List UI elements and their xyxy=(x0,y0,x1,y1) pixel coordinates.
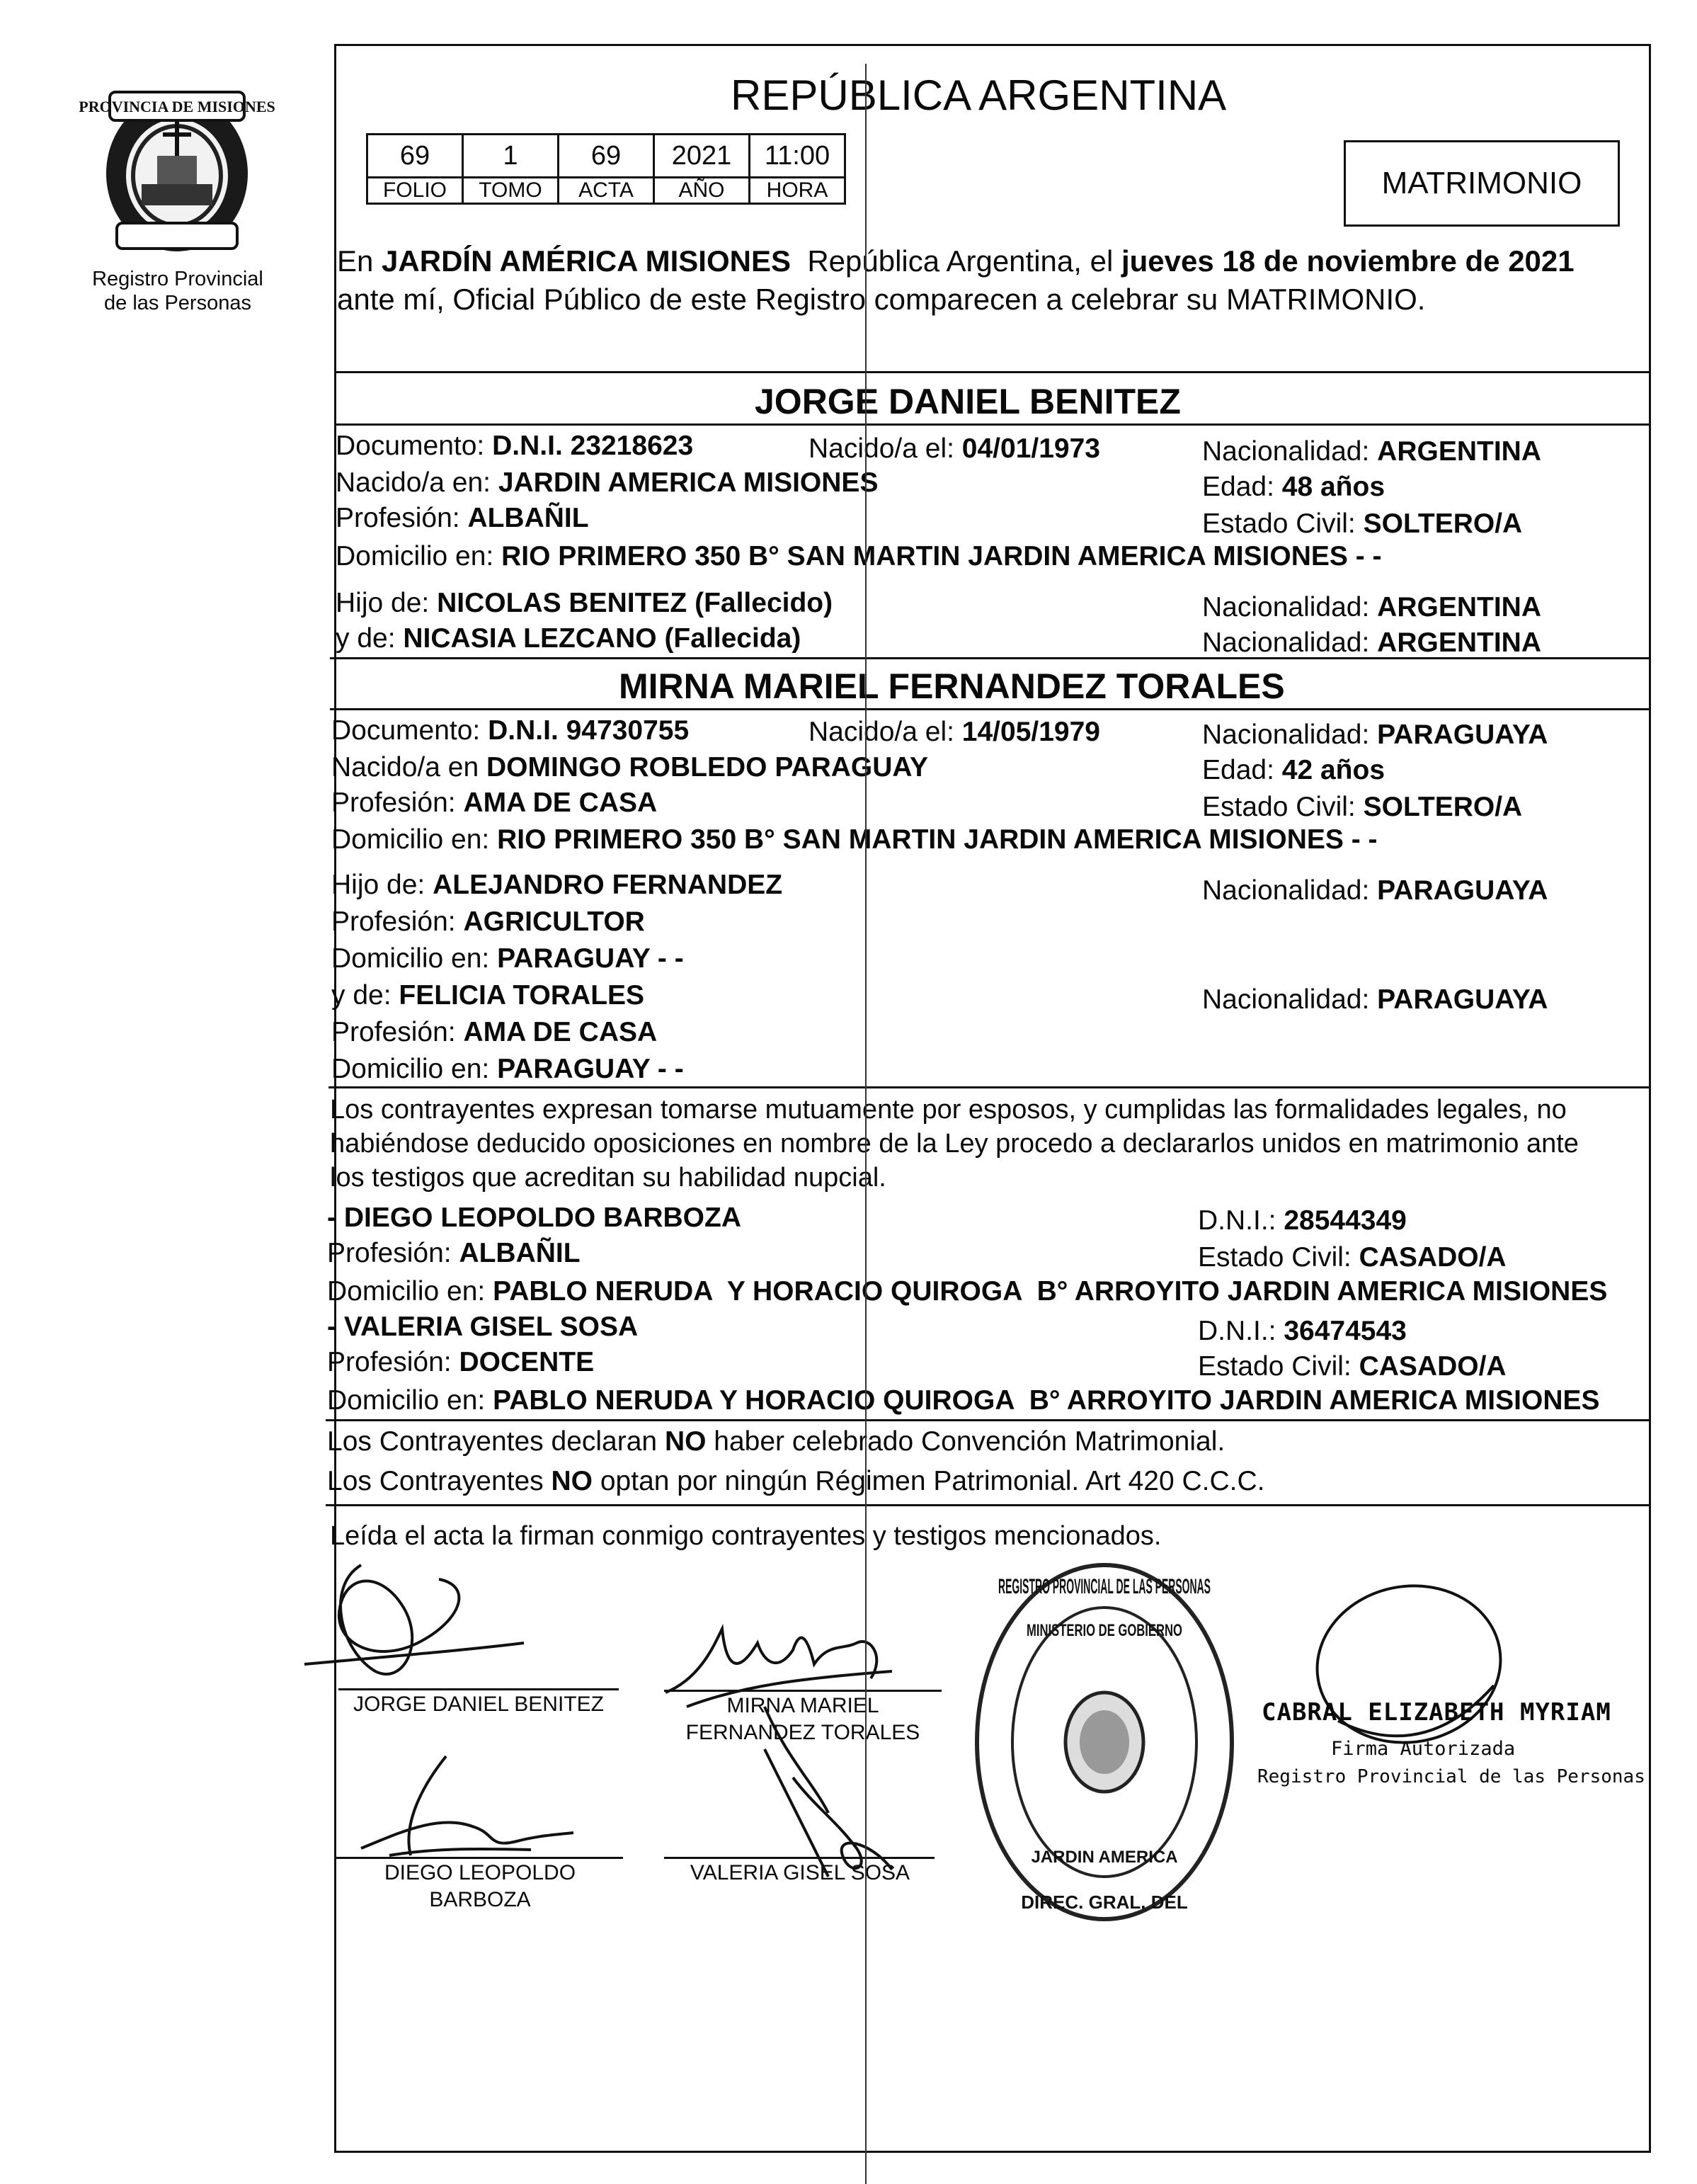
value: DOCENTE xyxy=(459,1347,595,1377)
label: Domicilio en: xyxy=(331,1054,498,1084)
label: Nacionalidad: xyxy=(1202,720,1378,750)
groom-signature-caption: JORGE DANIEL BENITEZ xyxy=(353,1693,604,1716)
bride-father-profession xyxy=(331,908,645,935)
bride-address xyxy=(331,826,1378,853)
value: ARGENTINA xyxy=(1377,627,1542,658)
witness2-name: - VALERIA GISEL SOSA xyxy=(327,1312,639,1342)
value: 14/05/1979 xyxy=(961,717,1100,747)
label: Nacionalidad: xyxy=(1202,627,1378,658)
label: Nacido/a en: xyxy=(336,467,498,498)
groom-father xyxy=(336,589,833,617)
intro-prefix: En xyxy=(337,244,382,278)
label: Profesión: xyxy=(336,503,468,533)
stamp-inner-bottom: JARDIN AMERICA xyxy=(1031,1848,1178,1867)
stamp-ring-bottom: DIREC. GRAL. DEL xyxy=(1021,1892,1188,1913)
value: PARAGUAYA xyxy=(1377,875,1548,906)
folio-value: 69 xyxy=(367,135,463,178)
divider xyxy=(330,657,1649,659)
bride-civil-status xyxy=(1202,793,1522,821)
value: ARGENTINA xyxy=(1377,592,1542,622)
intro-middle: República Argentina, el xyxy=(790,244,1121,278)
registry-caption-line1: Registro Provincial xyxy=(92,268,263,290)
label: Edad: xyxy=(1202,472,1282,502)
label: Nacionalidad: xyxy=(1202,984,1378,1015)
value: D.N.I. 94730755 xyxy=(488,715,690,746)
intro-date: jueves 18 de noviembre de 2021 xyxy=(1121,244,1575,278)
witness1-caption-line2: BARBOZA xyxy=(429,1888,531,1911)
divider xyxy=(334,423,1649,426)
value: FELICIA TORALES xyxy=(399,980,645,1011)
value: ALBAÑIL xyxy=(467,503,589,533)
anio-label: AÑO xyxy=(654,178,750,204)
label: Nacionalidad: xyxy=(1202,592,1378,622)
bride-caption-line2: FERNANDEZ TORALES xyxy=(685,1721,920,1744)
witness1-address xyxy=(327,1278,1607,1305)
text: optan por ningún Régimen Patrimonial. Art 420 C.C.C. xyxy=(593,1466,1265,1496)
official-role: Firma Autorizada xyxy=(1331,1738,1516,1760)
value: ALBAÑIL xyxy=(459,1238,581,1268)
hora-label: HORA xyxy=(750,178,845,204)
value: RIO PRIMERO 350 B° SAN MARTIN JARDIN AMERICA MISIONES - - xyxy=(501,541,1382,571)
intro-line2: ante mí, Oficial Público de este Registro comparecen a celebrar su MATRIMONIO. xyxy=(337,283,1426,316)
bride-document xyxy=(331,717,689,744)
bride-father-address xyxy=(331,945,684,972)
label: D.N.I.: xyxy=(1198,1205,1284,1236)
emphasis: NO xyxy=(551,1466,593,1496)
label: Estado Civil: xyxy=(1198,1351,1359,1382)
value: PARAGUAY - - xyxy=(497,1054,684,1084)
witness2-profession xyxy=(327,1348,594,1376)
bride-birth-place xyxy=(331,753,928,781)
divider xyxy=(326,1419,1649,1421)
registry-caption xyxy=(68,267,287,315)
value: RIO PRIMERO 350 B° SAN MARTIN JARDIN AMERICA MISIONES - - xyxy=(497,824,1378,855)
label: Profesión: xyxy=(331,1017,464,1047)
label: Profesión: xyxy=(327,1347,459,1377)
bride-mother-nationality xyxy=(1202,986,1548,1013)
label: Domicilio en: xyxy=(331,943,498,974)
label: Nacido/a en xyxy=(331,752,486,783)
label: Documento: xyxy=(336,431,493,461)
groom-birth-date xyxy=(808,435,1100,462)
bride-age xyxy=(1202,756,1385,784)
bride-profession xyxy=(331,789,657,817)
closing-statement: Leída el acta la firman conmigo contrayentes y testigos mencionados. xyxy=(330,1521,1162,1551)
hora-value: 11:00 xyxy=(750,135,845,178)
bride-name: MIRNA MARIEL FERNANDEZ TORALES xyxy=(619,666,1285,706)
value: NICOLAS BENITEZ (Fallecido) xyxy=(437,588,833,618)
bride-signature xyxy=(658,1600,956,1756)
groom-civil-status xyxy=(1202,510,1522,538)
label: D.N.I.: xyxy=(1198,1316,1284,1346)
label: Profesión: xyxy=(331,906,464,937)
declaration-line2: habiéndose deducido oposiciones en nombre de la Ley procedo a declararlos unidos en matrimonio ante xyxy=(330,1129,1579,1159)
value: AMA DE CASA xyxy=(463,787,658,818)
value: PARAGUAY - - xyxy=(497,943,684,974)
value: PARAGUAYA xyxy=(1377,984,1548,1015)
act-type-box: MATRIMONIO xyxy=(1344,140,1620,227)
official-name: CABRAL ELIZABETH MYRIAM xyxy=(1262,1698,1611,1727)
value: NICASIA LEZCANO (Fallecida) xyxy=(403,623,801,654)
label: Nacido/a el: xyxy=(808,433,962,464)
value: CASADO/A xyxy=(1359,1242,1507,1273)
declaration-line3: los testigos que acreditan su habilidad nupcial. xyxy=(330,1163,886,1193)
groom-address xyxy=(336,542,1382,570)
groom-age xyxy=(1202,473,1385,501)
label: Domicilio en: xyxy=(327,1385,493,1416)
seal-text: PROVINCIA DE MISIONES xyxy=(79,98,275,115)
label: Hijo de: xyxy=(331,870,433,900)
label: y de: xyxy=(331,980,399,1011)
witness1-profession xyxy=(327,1239,581,1267)
groom-mother-nationality xyxy=(1202,629,1541,656)
label: Domicilio en: xyxy=(331,824,498,855)
bride-caption-line1: MIRNA MARIEL xyxy=(726,1694,879,1717)
label: Profesión: xyxy=(331,787,464,818)
intro-line1 xyxy=(337,246,1575,276)
label: y de: xyxy=(336,623,404,654)
acta-label: ACTA xyxy=(559,178,654,204)
official-stamp xyxy=(963,1551,1246,1947)
country-title: REPÚBLICA ARGENTINA xyxy=(731,72,1227,119)
value: 36474543 xyxy=(1284,1316,1407,1346)
label: Documento: xyxy=(331,715,488,746)
label: Domicilio en: xyxy=(327,1276,493,1307)
label: Nacionalidad: xyxy=(1202,436,1378,467)
witness2-signature xyxy=(750,1735,935,1891)
witness1-signature xyxy=(333,1749,588,1870)
bride-mother-address xyxy=(331,1055,684,1083)
acta-value: 69 xyxy=(559,135,654,178)
value: CASADO/A xyxy=(1359,1351,1507,1382)
value: PARAGUAYA xyxy=(1377,720,1548,750)
value: SOLTERO/A xyxy=(1363,792,1523,822)
tomo-value: 1 xyxy=(463,135,559,178)
groom-father-nationality xyxy=(1202,593,1541,621)
value: 28544349 xyxy=(1284,1205,1407,1236)
value: ALEJANDRO FERNANDEZ xyxy=(433,870,783,900)
value: 48 años xyxy=(1281,472,1385,502)
label: Edad: xyxy=(1202,755,1282,785)
declaration-line1: Los contrayentes expresan tomarse mutuamente por esposos, y cumplidas las formalidades legales, no xyxy=(330,1095,1567,1125)
stamp-inner-top: MINISTERIO DE GOBIERNO xyxy=(1027,1621,1182,1640)
label: Estado Civil: xyxy=(1202,792,1364,822)
fold-line xyxy=(865,64,867,2184)
text: haber celebrado Convención Matrimonial. xyxy=(706,1426,1225,1457)
label: Nacionalidad: xyxy=(1202,875,1378,906)
witness1-dni xyxy=(1198,1207,1407,1234)
divider xyxy=(330,708,1649,710)
witness2-address xyxy=(327,1387,1600,1414)
divider xyxy=(326,1504,1649,1506)
witness1-civil-status xyxy=(1198,1244,1507,1271)
divider xyxy=(334,371,1649,373)
folio-label: FOLIO xyxy=(367,178,463,204)
groom-signature xyxy=(297,1544,595,1700)
text: Los Contrayentes xyxy=(327,1466,552,1496)
bride-nationality xyxy=(1202,721,1548,749)
witness1-caption-line1: DIEGO LEOPOLDO xyxy=(384,1861,576,1884)
value: JARDIN AMERICA MISIONES xyxy=(498,467,879,498)
regime-statement xyxy=(327,1467,1265,1495)
groom-nationality xyxy=(1202,438,1541,465)
anio-value: 2021 xyxy=(654,135,750,178)
official-office: Registro Provincial de las Personas xyxy=(1257,1766,1645,1787)
witness1-name: - DIEGO LEOPOLDO BARBOZA xyxy=(327,1202,741,1233)
value: 42 años xyxy=(1281,755,1385,785)
registry-data-table xyxy=(366,133,846,205)
groom-name: JORGE DANIEL BENITEZ xyxy=(755,382,1181,421)
groom-mother xyxy=(336,625,801,652)
value: SOLTERO/A xyxy=(1363,508,1523,539)
witness2-dni xyxy=(1198,1317,1407,1345)
value: AGRICULTOR xyxy=(463,906,645,937)
value: AMA DE CASA xyxy=(463,1017,658,1047)
bride-father xyxy=(331,871,782,899)
witness2-civil-status xyxy=(1198,1353,1507,1380)
label: Estado Civil: xyxy=(1198,1242,1359,1273)
groom-profession xyxy=(336,504,589,532)
divider xyxy=(328,1086,1649,1088)
value: PABLO NERUDA Y HORACIO QUIROGA B° ARROYITO JARDIN AMERICA MISIONES xyxy=(493,1385,1600,1416)
convention-statement xyxy=(327,1428,1225,1455)
tomo-label: TOMO xyxy=(463,178,559,204)
value: D.N.I. 23218623 xyxy=(492,431,694,461)
label: Nacido/a el: xyxy=(808,717,962,747)
bride-mother-profession xyxy=(331,1018,657,1046)
bride-father-nationality xyxy=(1202,877,1548,904)
bride-mother xyxy=(331,982,644,1009)
label: Profesión: xyxy=(327,1238,459,1268)
groom-birth-place xyxy=(336,469,878,496)
value: DOMINGO ROBLEDO PARAGUAY xyxy=(486,752,929,783)
text: Los Contrayentes declaran xyxy=(327,1426,665,1457)
bride-birth-date xyxy=(808,718,1100,746)
groom-document xyxy=(336,432,693,460)
value: PABLO NERUDA Y HORACIO QUIROGA B° ARROYITO JARDIN AMERICA MISIONES xyxy=(493,1276,1608,1307)
stamp-ring-top: REGISTRO PROVINCIAL DE LAS PERSONAS xyxy=(998,1575,1211,1598)
value: ARGENTINA xyxy=(1377,436,1542,467)
value: 04/01/1973 xyxy=(961,433,1100,464)
label: Domicilio en: xyxy=(336,541,502,571)
intro-place: JARDÍN AMÉRICA MISIONES xyxy=(382,244,791,278)
witness2-signature-caption: VALERIA GISEL SOSA xyxy=(690,1861,910,1884)
province-seal-logo xyxy=(79,78,275,255)
label: Estado Civil: xyxy=(1202,508,1364,539)
registry-caption-line2: de las Personas xyxy=(104,292,251,314)
label: Hijo de: xyxy=(336,588,438,618)
emphasis: NO xyxy=(664,1426,707,1457)
